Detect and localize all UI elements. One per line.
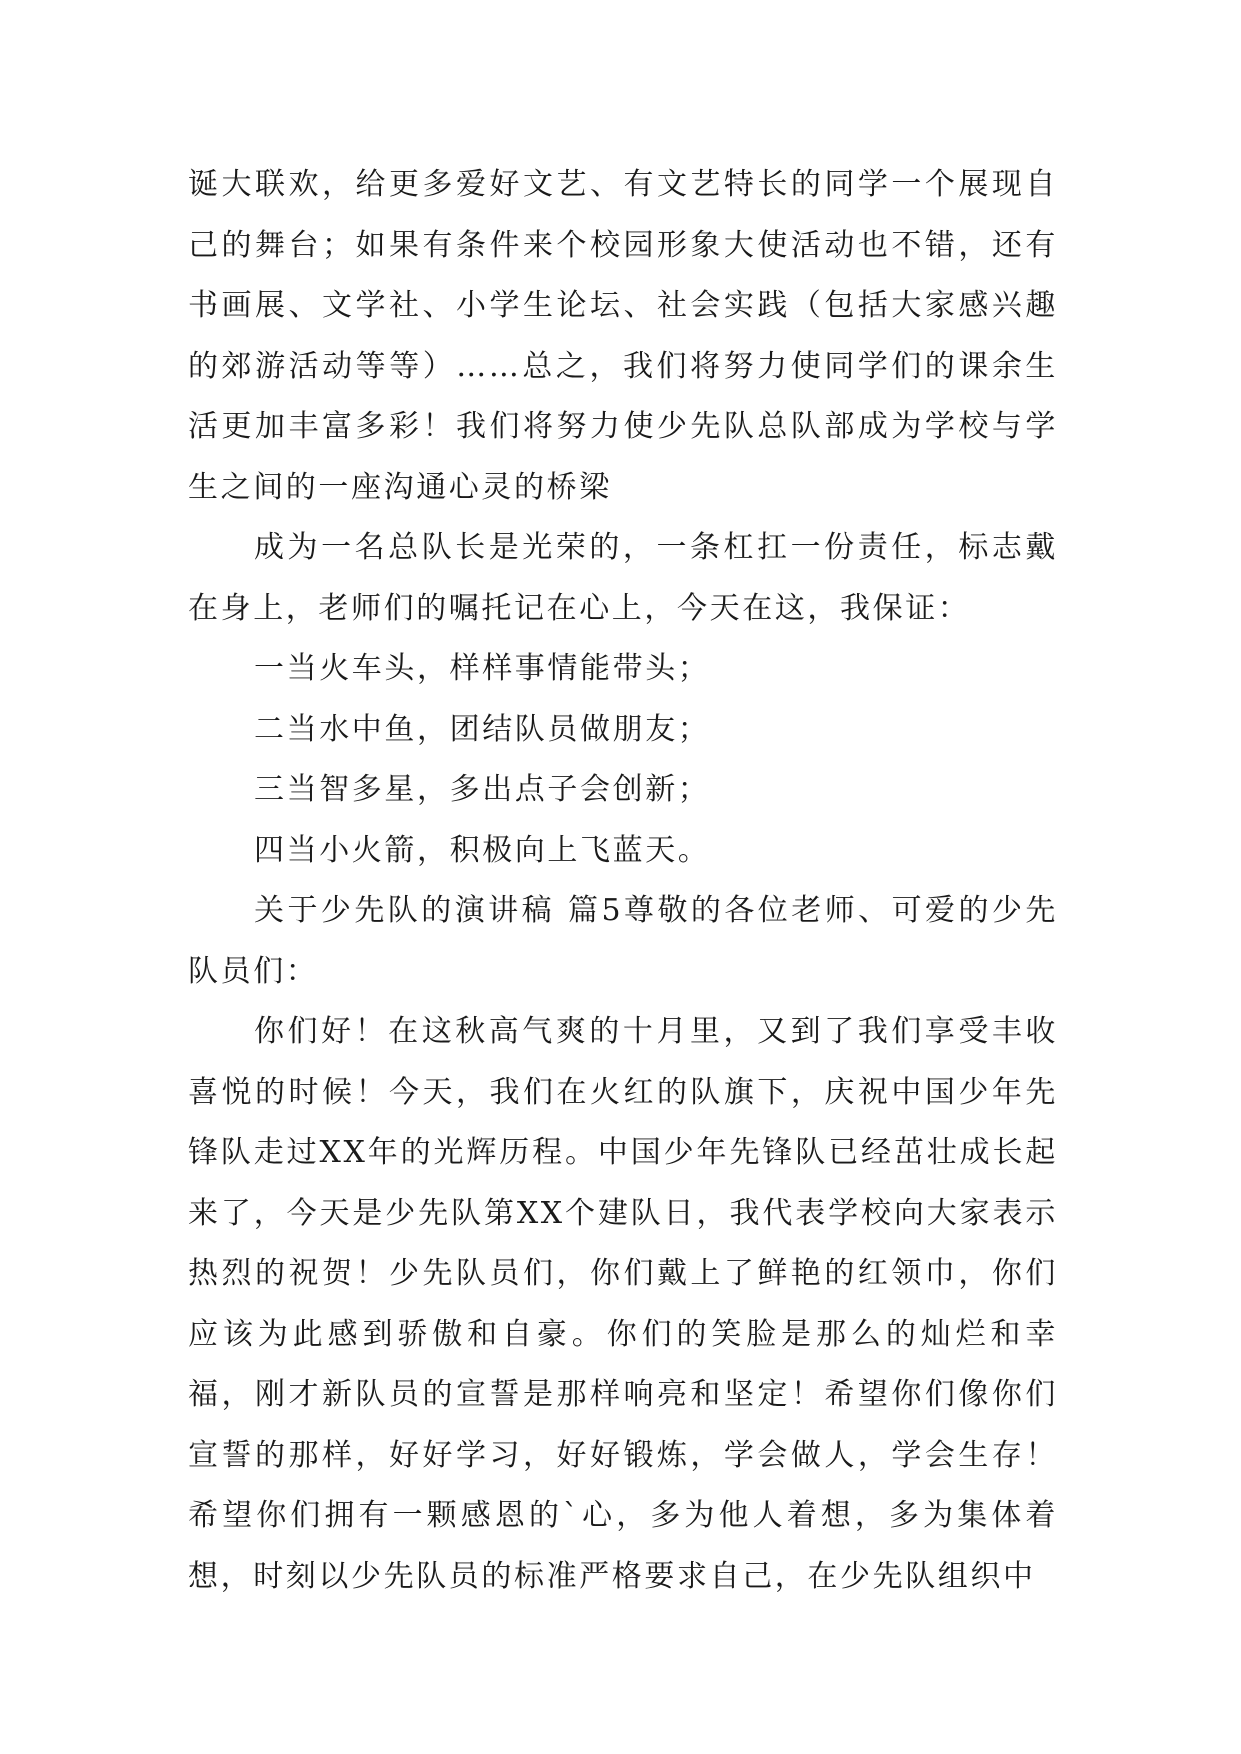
paragraph-2: 成为一名总队长是光荣的，一条杠扛一份责任，标志戴在身上，老师们的嘱托记在心上，今天在这，我保证：	[188, 530, 1058, 626]
paragraph-speech: 你们好！在这秋高气爽的十月里，又到了我们享受丰收喜悦的时候！今天，我们在火红的队旗下，庆祝中国少年先锋队走过XX年的光辉历程。中国少年先锋队已经茁壮成长起来了，今天是少先队第XX个建队日，我代表学校向大家表示热烈的祝贺！少先队员们，你们戴上了鲜艳的红领巾，你们应该为此感到骄傲和自豪。你们的笑脸是那么的灿烂和幸福，刚才新队员的宣誓是那样响亮和坚定！希望你们像你们宣誓的那样，好好学习，好好锻炼，学会做人，学会生存！希望你们拥有一颗感恩的`心，多为他人着想，多为集体着想，时刻以少先队员的标准严格要求自己，在少先队组织中	[188, 1014, 1058, 1594]
pledge-line-4: 四当小火箭，积极向上飞蓝天。	[254, 832, 711, 868]
pledge-line-3: 三当智多星，多出点子会创新；	[254, 772, 711, 807]
pledge-line-1: 一当火车头，样样事情能带头；	[254, 651, 711, 686]
section-heading: 关于少先队的演讲稿 篇5尊敬的各位老师、可爱的少先队员们：	[188, 893, 1058, 989]
pledge-line-2: 二当水中鱼，团结队员做朋友；	[254, 711, 711, 747]
document-body	[188, 155, 1058, 1607]
paragraph-1: 诞大联欢，给更多爱好文艺、有文艺特长的同学一个展现自己的舞台；如果有条件来个校园形象大使活动也不错，还有书画展、文学社、小学生论坛、社会实践（包括大家感兴趣的郊游活动等等）……总之，我们将努力使同学们的课余生活更加丰富多彩！我们将努力使少先队总队部成为学校与学生之间的一座沟通心灵的桥梁	[188, 167, 1058, 505]
